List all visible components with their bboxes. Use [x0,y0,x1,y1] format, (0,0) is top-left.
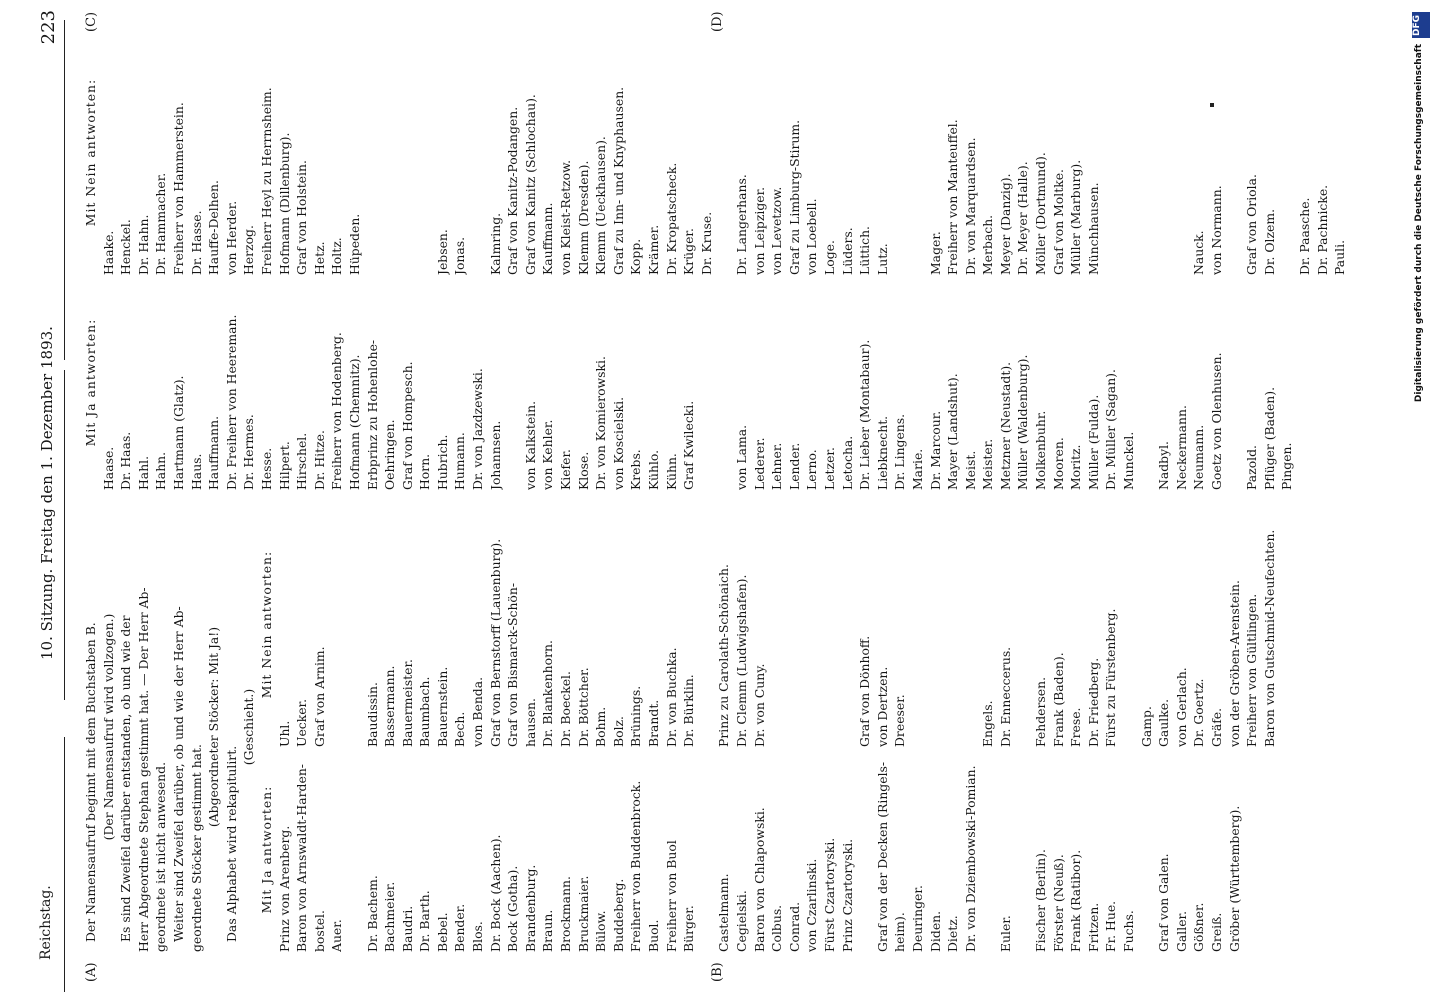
intro-line: Das Alphabet wird rekapitulirt. [223,745,239,942]
member-name: Brandenburg. [522,864,538,952]
header-rule-right [64,20,65,360]
member-name: hausen. [522,698,538,747]
member-name: Hüpeden. [346,213,362,275]
member-name: Dr. von Cuny. [751,663,767,747]
member-name: Freiherr von Hammerstein. [170,102,186,275]
member-name [856,747,874,952]
member-name: Freiherr von Gültlingen. [1244,593,1260,747]
member-name: Hauffe-Delhen. [206,180,222,275]
member-name: von der Gröben-Arenstein. [1226,580,1242,747]
member-name: von Czarlinski. [804,858,820,952]
member-name: Dr. Barth. [417,890,433,952]
member-name: Haase. [100,446,116,490]
member-name: von Herder. [223,200,239,275]
member-name: Dr. von Dziembowski-Pomian. [962,765,978,952]
member-name: Prinz zu Carolath-Schönaich. [716,564,732,747]
member-name: Frank (Baden). [1050,652,1066,747]
member-name: Dr. Enneccerus. [997,646,1013,747]
member-name [821,502,839,747]
member-name: Freiherr von Buddenbrock. [628,780,644,952]
member-name: Hofmann (Dillenburg). [276,132,292,275]
member-name: Holtz. [329,237,345,275]
member-name: Bolz. [610,716,626,747]
member-name: heim). [892,912,908,952]
member-name: Krüger. [681,228,697,275]
member-name: Bock (Gotha). [505,865,521,952]
member-name: Dr. Olzem. [1261,208,1277,275]
member-name: Dr. Hammacher. [153,172,169,275]
member-name: Möller (Dortmund). [1033,152,1049,275]
margin-letter-d: (D) [710,11,725,32]
member-name: Dr. Lieber (Montabaur). [857,339,873,490]
member-name: Hetz. [311,241,327,275]
member-name: Gröber (Württemberg). [1226,805,1242,952]
member-name: Euler. [997,915,1013,952]
dfg-logo: DFG [1412,12,1430,38]
member-name: von Gerlach. [1173,667,1189,747]
member-name [803,502,821,747]
member-name: Dr. Hahn. [135,214,151,275]
member-name [909,502,927,747]
ja-heading: Mit Ja antworten: [258,785,274,914]
member-name: Dr. Boeckel. [558,671,574,747]
member-name: Blos. [470,921,486,952]
member-name: Lehner. [769,442,785,490]
member-name: Deuringer. [909,885,925,952]
member-name: Graf von Dönhoff. [857,635,873,747]
member-name [381,30,399,275]
member-name: von Levetzow. [769,186,785,275]
intro-line: Der Namensaufruf beginnt mit dem Buchstaben B. [83,622,98,942]
margin-letter-a: (A) [84,962,99,982]
member-name [1014,747,1032,952]
member-name: Metzner (Neustadt). [997,361,1013,490]
member-name [927,502,945,747]
member-name: Krämer. [646,224,661,275]
member-name: Dr. Bock (Aachen). [487,834,503,952]
member-name: Herzog. [241,225,257,275]
member-name: Buddeberg. [610,878,626,952]
member-name: Dreeser. [892,694,908,747]
member-name: Dr. Kruse. [698,211,714,275]
member-name: Dr. Hitze. [311,430,327,490]
member-name: Frese. [1068,707,1084,747]
member-name: Horn. [417,453,433,490]
member-name: Meister. [980,438,996,490]
ja-name-list [276,747,1244,952]
member-name: Müller (Marburg). [1068,159,1084,275]
member-name [399,30,417,275]
member-name: Greiß. [1209,912,1224,952]
member-name: Erbprinz zu Hohenlohe- [364,339,380,490]
member-name: Baron von Chlapowski. [751,807,767,952]
member-name: Dr. Pachnicke. [1314,184,1330,275]
member-name: Meist. [962,450,978,490]
member-name: Baudri. [399,905,415,952]
member-name: Lüttich. [857,226,873,275]
member-name [839,502,857,747]
member-name: Munckel. [1121,431,1137,490]
member-name: Pflüger (Baden). [1261,386,1277,490]
member-name: Jebsen. [434,229,450,275]
member-name: Graf von der Decken (Ringels- [874,761,890,952]
member-name: Meyer (Danzig). [997,173,1013,275]
member-name: Baron von Gutschmid-Neufechten. [1261,529,1277,747]
member-name: Graf zu Inn- und Knyphausen. [610,86,626,275]
member-name: von Kalkstein. [522,400,538,490]
member-name: Lederer. [751,437,767,490]
member-name: Marie. [909,448,925,490]
member-name: Förster (Neuß). [1050,854,1066,952]
member-name: Graf von Arnim. [311,646,327,747]
header-left: Reichstag. [38,885,54,960]
member-name: Lüders. [839,227,855,275]
text-column-1 [82,502,1278,952]
member-name: Dr. Haas. [118,431,134,490]
intro-line: Herr Abgeordnete Stephan gestimmt hat. — Der Herr Ab- [135,587,151,952]
member-name: Henckel. [118,219,134,275]
member-name: Baumbach. [417,676,433,747]
member-name: Frank (Ratibor). [1068,849,1084,952]
member-name [1120,30,1138,275]
member-name: Buol. [646,919,661,952]
member-name [1173,30,1191,275]
intro-line: (Abgeordneter Stöcker: Mit Ja!) [206,626,222,828]
member-name: Bohm. [593,706,609,747]
member-name: Lutz. [874,243,890,275]
member-name: Uecker. [294,698,310,747]
member-name: bostel. [311,910,327,952]
member-name [962,502,980,747]
member-name: Graf von Hompesch. [399,361,415,490]
member-name: Brockmann. [558,876,574,952]
member-name: Dr. von Buchka. [663,647,679,747]
member-name: Hauffmann. [206,415,222,490]
member-name: Krebs. [628,449,644,490]
member-name: Gamp. [1138,706,1154,747]
running-header [28,0,68,1000]
member-name [364,30,382,275]
digitization-credit [1412,6,1432,1000]
member-name: Bruckmaier. [575,875,591,952]
ja-name-list-2 [100,275,1296,490]
member-name: Dr. Bachem. [364,875,380,952]
member-name: Haus. [188,453,204,490]
member-name: Colbus. [769,904,785,952]
member-name: Kiefer. [558,449,574,490]
member-name: Pazold. [1244,445,1260,490]
member-name: Baudissin. [364,682,380,747]
header-rule-left [64,737,65,992]
member-name [346,747,364,952]
member-name: Neumann. [1191,424,1207,490]
member-name: Letocha. [839,435,855,490]
member-name: Graf zu Limburg-Stirum. [786,119,802,275]
member-name: Prinz von Arenberg. [276,825,292,952]
member-name: Dr. Müller (Sagan). [1103,369,1119,490]
member-name: Kauffmann. [540,202,556,275]
member-name: Münchhausen. [1085,182,1101,275]
member-name: Klose. [575,451,591,490]
intro-line: geordnete ist nicht anwesend. [153,761,169,952]
member-name [909,30,927,275]
nein-heading-2: Mit Nein antworten: [83,78,98,227]
member-name: von Koscielski. [610,396,626,490]
member-name: Fischer (Berlin). [1033,849,1049,952]
member-name: Bech. [452,711,468,747]
member-name: Bender. [452,903,468,952]
intro-line: Weiter sind Zweifel darüber, ob und wie der Herr Ab- [170,606,186,942]
member-name: Graf von Kanitz-Podangen. [505,106,521,275]
member-name [1138,275,1156,490]
member-name: Liebknecht. [874,415,890,490]
member-name: Müller (Fulda). [1085,394,1101,490]
member-name: Dr. Goertz. [1191,678,1207,747]
member-name: Bauermeister. [399,659,415,747]
member-name: Castelmann. [716,873,732,952]
member-name: Bauernstein. [434,666,450,747]
member-name: von Benda. [470,676,486,747]
page-number: 223 [38,10,59,45]
intro-paragraph [82,502,258,952]
member-name [1138,30,1156,275]
member-name: Fuchs. [1121,910,1137,952]
member-name [891,30,909,275]
member-name: Auer. [329,919,345,952]
member-name: Graf von Moltke. [1050,169,1066,275]
member-name [698,747,716,952]
member-name: Mayer (Landshut). [945,373,961,490]
member-name: Bassermann. [382,665,398,747]
member-name: Dr. Böttcher. [575,667,591,747]
member-name: Pingen. [1279,442,1295,490]
member-name: Bebel. [434,912,450,952]
member-name: Hahl. [135,455,151,490]
member-name: Brünings. [628,685,644,747]
member-name: Gößner. [1191,902,1207,952]
member-name: Moritz. [1068,444,1084,490]
member-name: von Kleist-Retzow. [558,159,574,275]
member-name: Dr. von Jazdzewski. [470,368,486,490]
intro-line: Es sind Zweifel darüber entstanden, ob und wie der [118,615,134,942]
member-name: Graf von Galen. [1156,853,1172,952]
member-name: Brandt. [646,699,661,747]
member-name: Dr. von Komierowski. [593,356,609,490]
member-name [469,30,487,275]
member-name: Kopp. [628,238,644,275]
member-name: Freiherr von Buol [663,840,679,952]
member-name: Müller (Waldenburg). [1015,354,1031,490]
member-name: Dr. Meyer (Halle). [1015,161,1031,275]
member-name: Fritzen. [1085,902,1101,952]
nein-heading: Mit Nein antworten: [258,550,274,699]
member-name: Lerno. [804,449,820,490]
member-name: Bachmeier. [382,881,398,952]
text-column-2 [82,30,1349,490]
member-name: Freiherr von Manteuffel. [945,119,961,275]
member-name: Fehdersen. [1033,676,1049,747]
member-name: Nadbyl. [1156,441,1172,490]
member-name: Graf von Kanitz (Schlochau). [522,94,538,275]
member-name [416,30,434,275]
intro-line: (Der Namensaufruf wird vollzogen.) [100,613,116,841]
member-name: Hilpert. [276,441,292,490]
member-name: Freiherr Heyl zu Herrnsheim. [258,87,274,275]
member-name: Conrad. [786,901,802,952]
member-name: Nauck. [1191,230,1207,275]
member-name: Hartmann (Glatz). [170,375,186,490]
member-name: Merbach. [980,214,996,275]
member-name [1226,30,1244,275]
member-name [698,502,716,747]
print-speck [1210,103,1214,107]
member-name: Klemm (Dresden). [575,160,591,275]
member-name [1120,502,1138,747]
member-name: Kühn. [663,453,679,490]
member-name [715,275,733,490]
member-name: Dr. Hasse. [188,210,204,275]
member-name: Dr. Kropatscheck. [663,162,679,275]
margin-letter-b: (B) [710,962,725,982]
member-name [1155,30,1173,275]
member-name: von Lama. [733,424,749,490]
member-name: Mooren. [1050,437,1066,490]
member-name: Dr. Hermes. [241,414,257,490]
member-name: Diden. [927,910,943,952]
member-name: Hofmann (Chemnitz). [346,354,362,490]
nein-name-list-2 [100,30,1349,275]
member-name: Gräfe. [1209,707,1224,747]
margin-letter-c: (C) [84,11,99,32]
member-name: Bülow. [593,910,609,952]
member-name: Kühlo. [646,449,661,490]
member-name: Fürst Czartoryski. [821,837,837,952]
member-name: Graf von Oriola. [1244,174,1260,275]
ja-name-list-right [276,502,1279,747]
member-name: Dietz. [945,915,961,952]
member-name [1278,30,1296,275]
member-name: Lender. [786,442,802,490]
member-name: Hesse. [258,447,274,490]
intro-line: (Geschieht.) [241,688,257,766]
ja-heading-2: Mit Ja antworten: [83,318,98,447]
member-name: Letzer. [821,447,837,490]
member-name: Kalmring. [487,212,503,275]
member-name: Hubrich. [434,434,450,490]
member-name: Fürst zu Fürstenberg. [1103,608,1119,747]
member-name [1102,30,1120,275]
member-name: Mager. [927,231,943,275]
member-name [786,502,804,747]
member-name: Graf von Bismarck-Schön- [505,582,521,747]
credit-text: Digitalisierung gefördert durch die Deutsche Forschungsgemeinschaft [1414,44,1424,403]
member-name [979,747,997,952]
member-name [504,275,522,490]
member-name: Loge. [821,240,837,275]
member-name: Gaulke. [1156,698,1172,747]
member-name: Prinz Czartoryski. [839,838,855,952]
member-name [715,30,733,275]
member-name: Pauli. [1332,239,1348,275]
member-name: Freiherr von Hodenberg. [329,332,345,490]
member-name: Jonas. [452,236,468,275]
member-name [1138,747,1156,952]
member-name: Haake. [100,230,116,275]
member-name: Oehringen. [382,419,398,490]
member-name: Dr. Bürklin. [681,674,697,747]
member-name: Dr. Freiherr von Heereman. [223,314,239,490]
member-name: Engels. [980,700,996,747]
member-name: Dr. Clemm (Ludwigshafen). [733,574,749,747]
member-name: Neckermann. [1173,405,1189,490]
header-session-date: 10. Sitzung. Freitag den 1. Dezember 1893. [38,326,56,660]
member-name: Bürger. [681,905,697,952]
member-name [1014,502,1032,747]
member-name [768,502,786,747]
member-name [944,502,962,747]
member-name: von Dertzen. [874,666,890,747]
member-name [346,502,364,747]
member-name: Hahn. [153,451,169,490]
member-name [1226,275,1244,490]
member-name: Uhl. [276,720,292,747]
member-name: Graf von Bernstorff (Lauenburg). [487,538,503,747]
member-name: von Kehler. [540,419,556,490]
member-name: Graf Kwilecki. [681,400,697,490]
member-name: Dr. Langerhans. [733,174,749,275]
member-name: Hirschel. [294,432,310,490]
intro-line: geordnete Stöcker gestimmt hat. [188,744,204,952]
member-name: Dr. Blankenhorn. [540,640,556,747]
member-name: von Leipziger. [751,186,767,275]
member-name [698,275,716,490]
member-name: Graf von Holstein. [294,160,310,275]
member-name: Goetz von Olenhusen. [1209,352,1224,490]
member-name: Baron von Arnswaldt-Harden- [294,764,310,952]
member-name: Klemm (Ueckhausen). [593,136,609,275]
member-name [328,502,346,747]
member-name: Fr. Hue. [1103,900,1119,952]
member-name: Galler. [1173,910,1189,952]
member-name: Cegielski. [733,890,749,952]
member-name: Braun. [540,909,556,952]
member-name: von Loebell. [804,198,820,275]
member-name: Dr. Marcour. [927,410,943,490]
member-name: Molkenbuhr. [1033,410,1049,490]
member-name: Humann. [452,432,468,490]
member-name: Dr. von Marquardsen. [962,137,978,275]
member-name: Dr. Paasche. [1296,197,1312,275]
member-name: Dr. Friedberg. [1085,657,1101,747]
member-name: Johannsen. [487,420,503,490]
member-name: Dr. Lingens. [892,413,908,490]
header-rule-mid [64,370,65,700]
member-name: von Normann. [1209,185,1224,275]
